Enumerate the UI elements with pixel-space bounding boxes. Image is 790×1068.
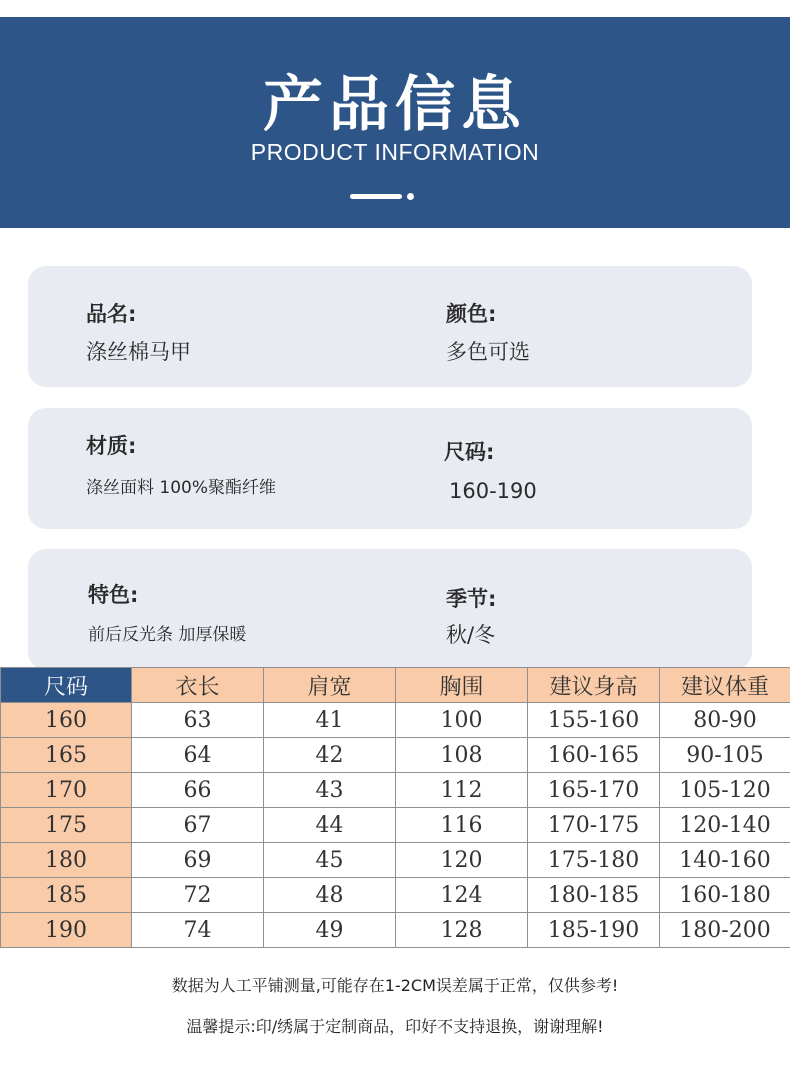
cell-size: 180 — [1, 843, 132, 878]
material-label: 材质: — [86, 434, 137, 458]
cell-length: 67 — [132, 808, 264, 843]
cell-shoulder: 49 — [264, 913, 396, 948]
cell-height: 160-165 — [528, 738, 660, 773]
decorative-dash — [350, 194, 402, 199]
page-title: 产品信息 — [263, 70, 527, 140]
table-header-row — [1, 668, 790, 703]
info-card-feature-season — [28, 549, 752, 670]
cell-weight: 160-180 — [660, 878, 790, 913]
cell-weight: 90-105 — [660, 738, 790, 773]
table-row — [1, 843, 790, 878]
cell-height: 155-160 — [528, 703, 660, 738]
table-row — [1, 878, 790, 913]
color-value: 多色可选 — [446, 340, 530, 364]
cell-chest: 116 — [396, 808, 528, 843]
info-card-name-color — [28, 266, 752, 387]
page-subtitle: PRODUCT INFORMATION — [250, 139, 540, 165]
size-chart-table — [0, 667, 790, 948]
material-value: 涤丝面料 100%聚酯纤维 — [86, 478, 277, 498]
cell-length: 64 — [132, 738, 264, 773]
cell-chest: 128 — [396, 913, 528, 948]
name-label: 品名: — [86, 302, 137, 326]
table-row — [1, 773, 790, 808]
header-size: 尺码 — [1, 668, 132, 703]
cell-length: 63 — [132, 703, 264, 738]
cell-length: 74 — [132, 913, 264, 948]
table-row — [1, 738, 790, 773]
cell-weight: 180-200 — [660, 913, 790, 948]
cell-chest: 112 — [396, 773, 528, 808]
cell-chest: 120 — [396, 843, 528, 878]
cell-chest: 100 — [396, 703, 528, 738]
header-chest: 胸围 — [396, 668, 528, 703]
measurement-note: 数据为人工平铺测量,可能存在1-2CM误差属于正常，仅供参考! — [171, 976, 619, 995]
season-label: 季节: — [446, 587, 497, 611]
header-weight: 建议体重 — [660, 668, 790, 703]
header-height: 建议身高 — [528, 668, 660, 703]
cell-height: 170-175 — [528, 808, 660, 843]
size-value: 160-190 — [449, 479, 537, 503]
cell-chest: 108 — [396, 738, 528, 773]
cell-shoulder: 45 — [264, 843, 396, 878]
header-shoulder: 肩宽 — [264, 668, 396, 703]
cell-shoulder: 41 — [264, 703, 396, 738]
cell-chest: 124 — [396, 878, 528, 913]
color-label: 颜色: — [446, 302, 497, 326]
cell-length: 69 — [132, 843, 264, 878]
cell-size: 160 — [1, 703, 132, 738]
cell-shoulder: 48 — [264, 878, 396, 913]
feature-value: 前后反光条 加厚保暖 — [88, 625, 247, 645]
cell-weight: 80-90 — [660, 703, 790, 738]
cell-weight: 120-140 — [660, 808, 790, 843]
cell-size: 170 — [1, 773, 132, 808]
cell-size: 185 — [1, 878, 132, 913]
cell-shoulder: 42 — [264, 738, 396, 773]
cell-height: 185-190 — [528, 913, 660, 948]
cell-length: 72 — [132, 878, 264, 913]
cell-size: 165 — [1, 738, 132, 773]
table-row — [1, 703, 790, 738]
cell-height: 180-185 — [528, 878, 660, 913]
size-label: 尺码: — [444, 440, 495, 464]
cell-shoulder: 44 — [264, 808, 396, 843]
info-card-material-size — [28, 408, 752, 529]
cell-length: 66 — [132, 773, 264, 808]
decorative-dot — [407, 193, 414, 200]
cell-size: 175 — [1, 808, 132, 843]
reminder-note: 温馨提示:印/绣属于定制商品，印好不支持退换，谢谢理解! — [186, 1017, 604, 1036]
cell-weight: 105-120 — [660, 773, 790, 808]
cell-height: 165-170 — [528, 773, 660, 808]
cell-height: 175-180 — [528, 843, 660, 878]
name-value: 涤丝棉马甲 — [86, 340, 191, 364]
feature-label: 特色: — [88, 583, 139, 607]
season-value: 秋/冬 — [446, 623, 496, 647]
cell-shoulder: 43 — [264, 773, 396, 808]
cell-weight: 140-160 — [660, 843, 790, 878]
header-banner — [0, 17, 790, 228]
header-length: 衣长 — [132, 668, 264, 703]
table-row — [1, 913, 790, 948]
table-row — [1, 808, 790, 843]
cell-size: 190 — [1, 913, 132, 948]
